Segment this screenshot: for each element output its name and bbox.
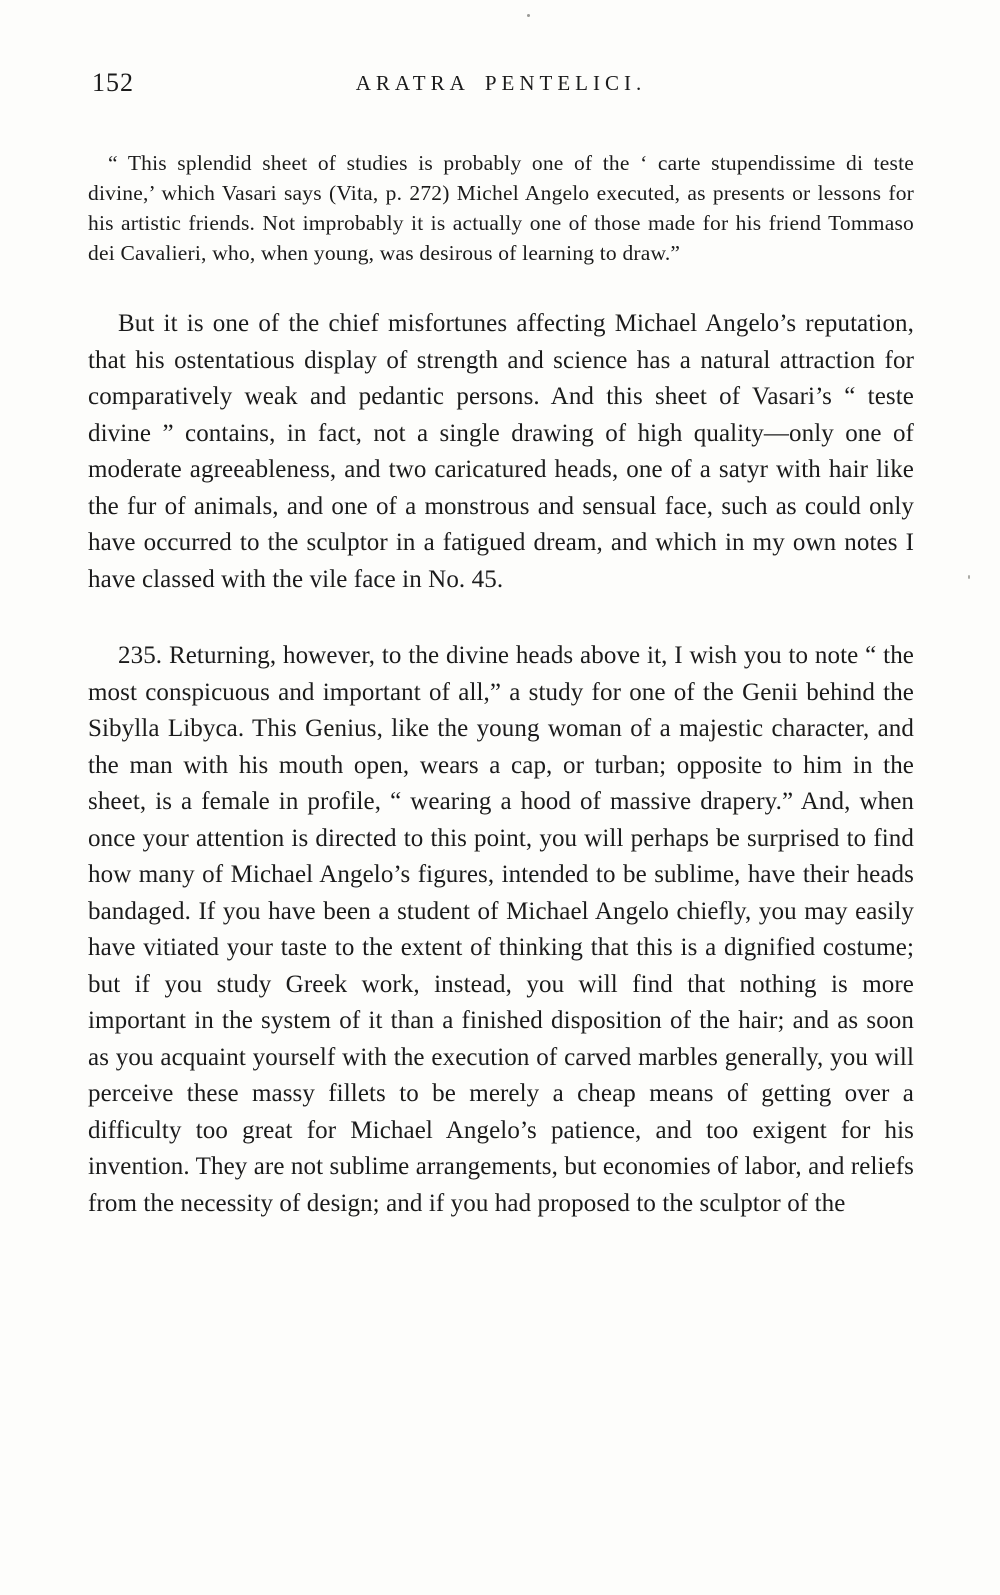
page-number: 152	[92, 68, 134, 97]
body-paragraph-1: But it is one of the chief misfortunes affecting Michael Angelo’s reputation, that his ostentatious display of strength and science has a natural attraction for comparatively weak and pedantic persons. And this sheet of Vasari’s “ teste divine ” contains, in fact, not a single drawing of high quality—only one of moderate agreeableness, and two caricatured heads, one of a satyr with hair like the fur of animals, and one of a monstrous and sensual face, such as could only have occurred to the sculptor in a fatigued dream, and which in my own notes I have classed with the vile face in No. 45.	[88, 310, 914, 593]
body-paragraph-2: 235. Returning, however, to the divine heads above it, I wish you to note “ the most conspicuous and important of all,” a study for one of the Genii behind the Sibylla Libyca. This Genius, like the young woman of a majestic character, and the man with his mouth open, wears a cap, or turban; opposite to him in the sheet, is a female in profile, “ wearing a hood of massive drapery.” And, when once your attention is directed to this point, you will perhaps be surprised to find how many of Michael Angelo’s figures, intended to be sublime, have their heads bandaged. If you have been a student of Michael Angelo chiefly, you may easily have vitiated your taste to the extent of thinking that this is a dignified costume; but if you study Greek work, instead, you will find that nothing is more important in the system of it than a finished disposition of the hair; and as soon as you acquaint yourself with the execution of carved marbles generally, you will perceive these massy fillets to be merely a cheap means of getting over a difficulty too great for Michael Angelo’s patience, and too exigent for his invention. They are not sublime arrangements, but economies of labor, and reliefs from the necessity of design; and if you had proposed to the sculptor of the	[88, 642, 914, 1217]
running-head: ARATRA PENTELICI.	[355, 71, 647, 95]
scan-artifact	[968, 575, 970, 579]
scan-artifact	[527, 14, 530, 17]
quoted-excerpt-paragraph: “ This splendid sheet of studies is probably one of the ‘ carte stupendissime di teste divine,’ which Vasari says (Vita, p. 272) Michel Angelo executed, as presents or lessons for his artistic friends. Not improbably it is actually one of those made for his friend Tommaso dei Cavalieri, who, when young, was desirous of learning to draw.”	[88, 151, 914, 265]
page-header	[88, 68, 914, 102]
